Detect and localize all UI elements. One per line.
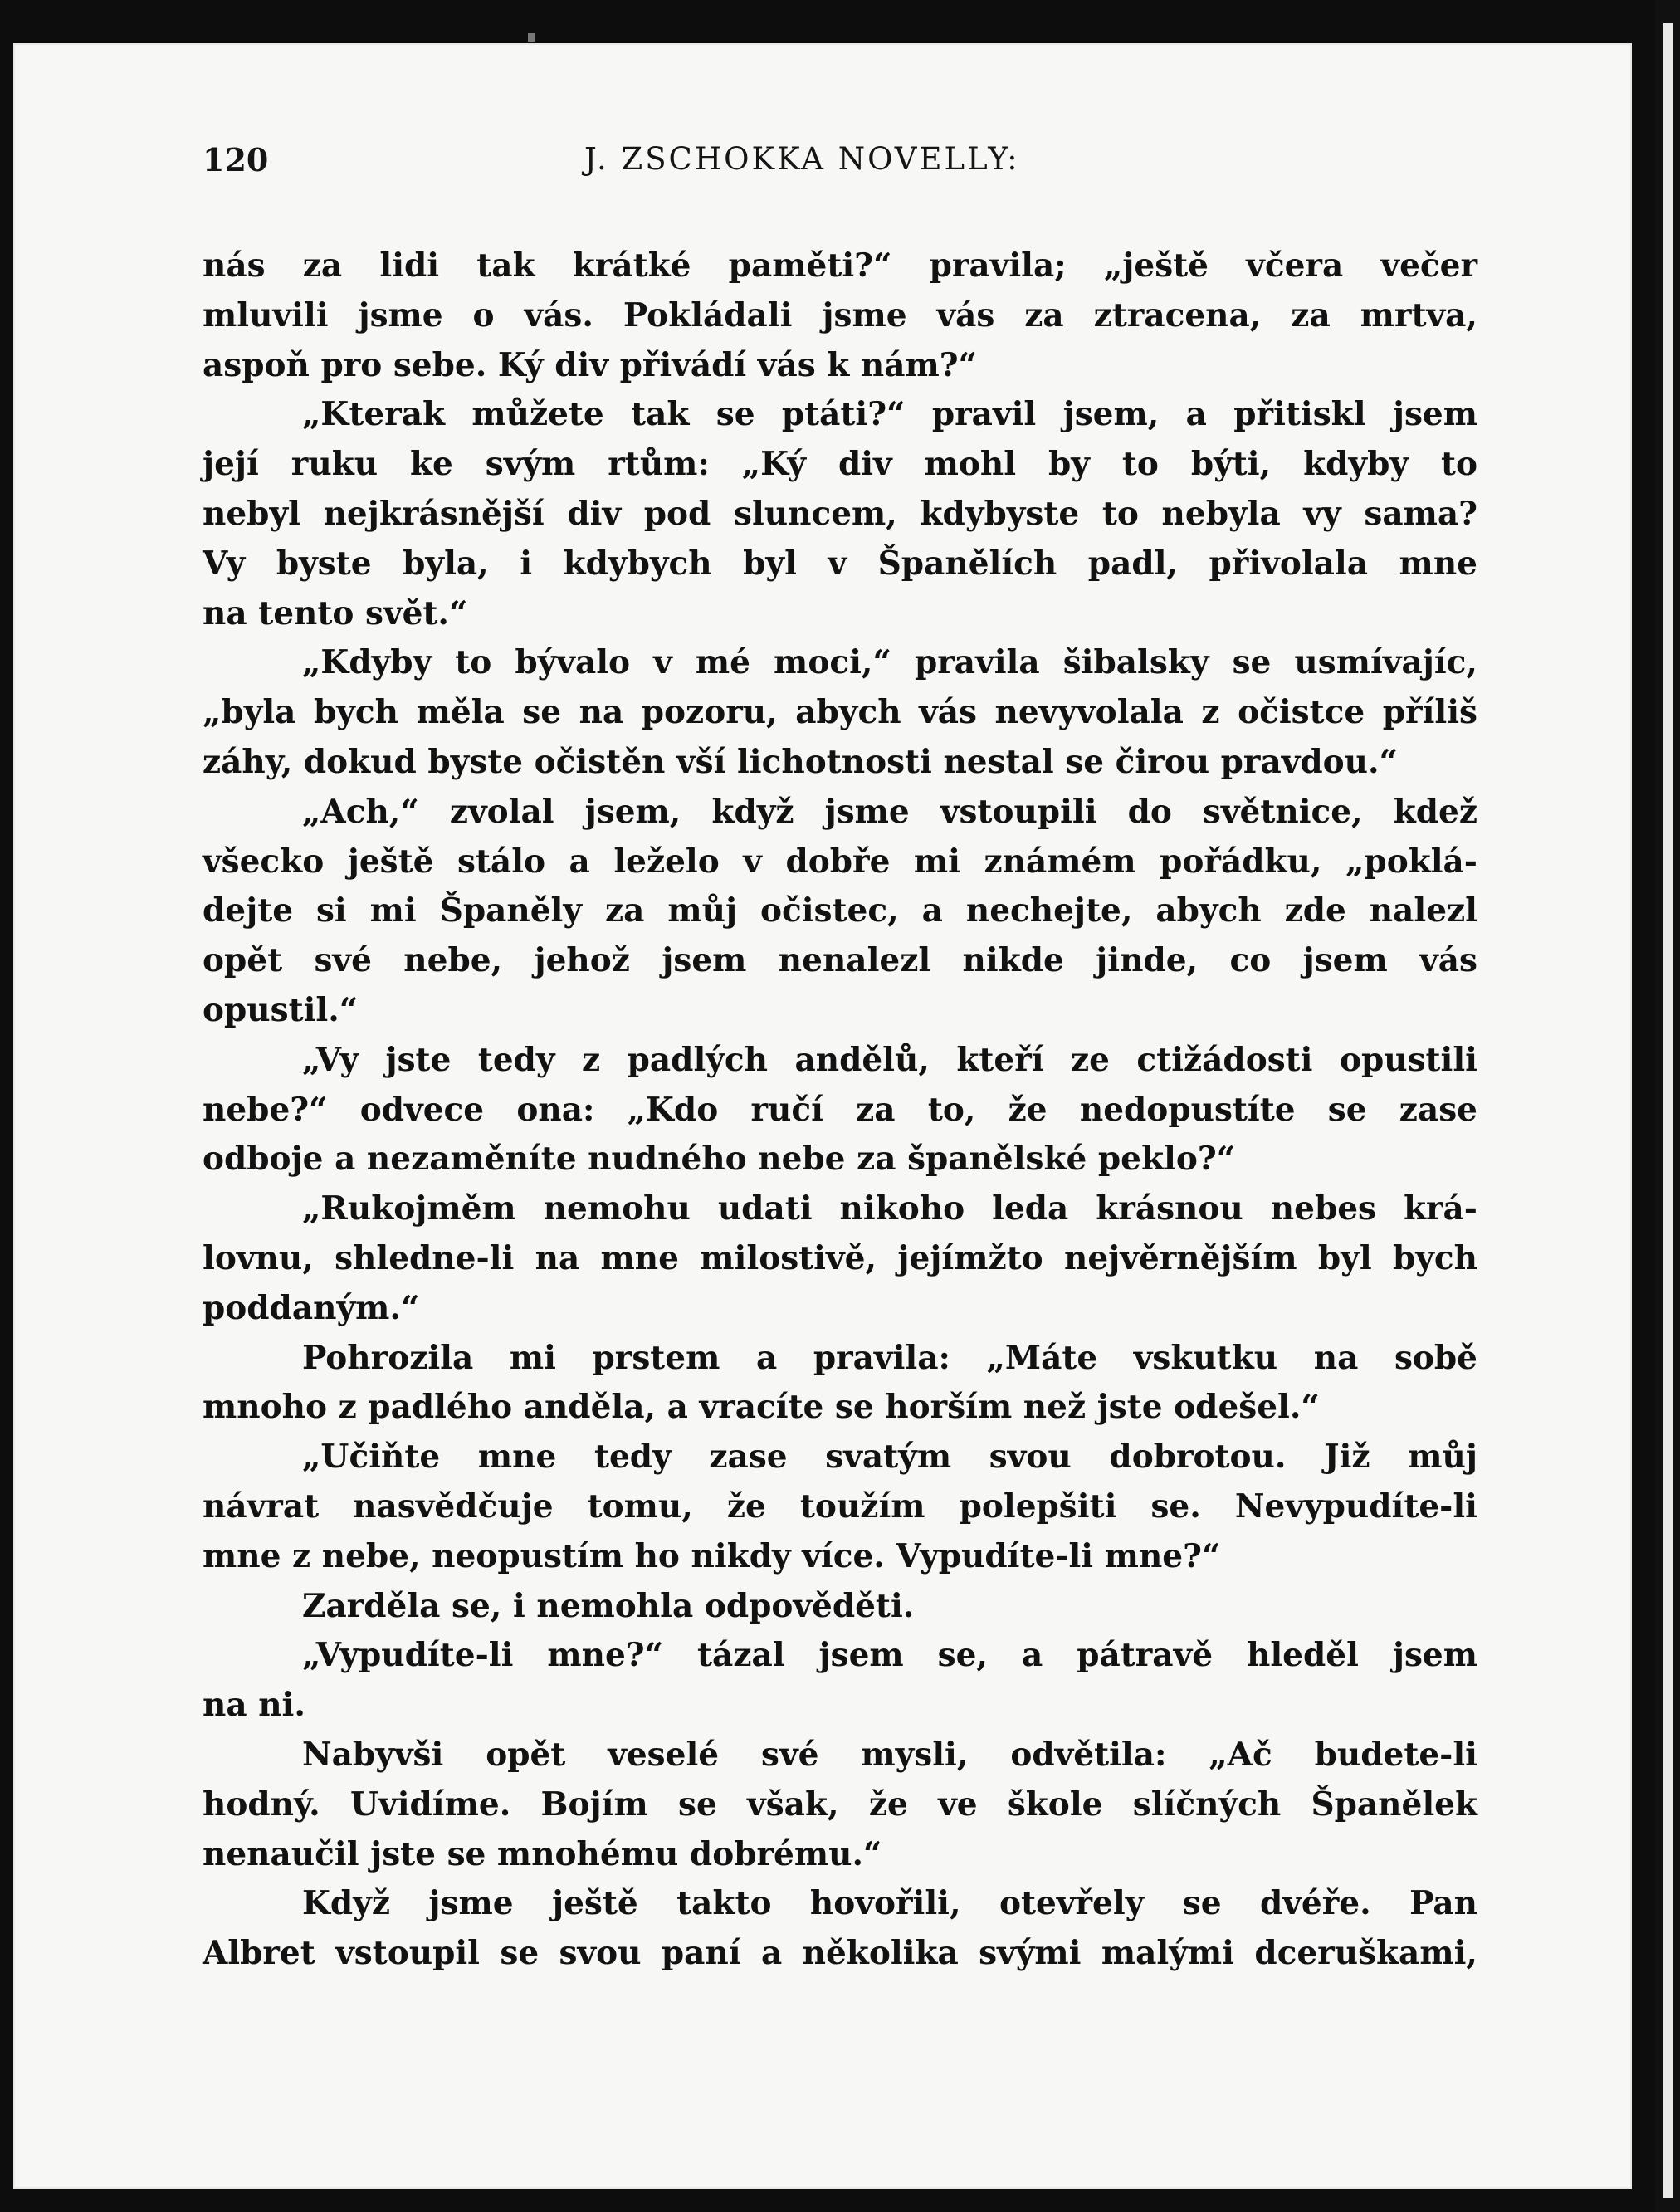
text-line: Nabyvši opět veselé své mysli, odvětila: „Ač budete-li xyxy=(302,1735,1477,1774)
text-line: opustil.“ xyxy=(203,990,359,1029)
text-line: aspoň pro sebe. Ký div přivádí vás k nám?“ xyxy=(203,345,978,384)
body-text xyxy=(203,242,1477,1979)
page-header xyxy=(203,141,1477,191)
text-line: opět své nebe, jehož jsem nenalezl nikde jinde, co jsem vás xyxy=(203,941,1477,980)
text-line: hodný. Uvidíme. Bojím se však, že ve škole slíčných Španělek xyxy=(203,1785,1477,1824)
text-line: záhy, dokud byste očistěn vší lichotnosti nestal se čirou pravdou.“ xyxy=(203,742,1399,781)
text-line: „Kdyby to bývalo v mé moci,“ pravila šibalsky se usmívajíc, xyxy=(302,643,1477,682)
adjacent-page-edge xyxy=(1655,0,1680,2212)
text-line: Když jsme ještě takto hovořili, otevřely se dvéře. Pan xyxy=(302,1884,1477,1923)
text-line: „Učiňte mne tedy zase svatým svou dobrotou. Již můj xyxy=(302,1438,1477,1477)
text-line: „Kterak můžete tak se ptáti?“ pravil jsem, a přitiskl jsem xyxy=(302,395,1477,434)
scan-speck xyxy=(528,33,535,42)
text-line: „byla bych měla se na pozoru, abych vás nevyvolala z očistce příliš xyxy=(203,693,1477,732)
text-line: nás za lidi tak krátké paměti?“ pravila; „ještě včera večer xyxy=(203,247,1477,285)
text-line: návrat nasvědčuje tomu, že toužím polepšiti se. Nevypudíte-li xyxy=(203,1487,1477,1526)
page-number: 120 xyxy=(203,141,269,178)
text-line: nebyl nejkrásnější div pod sluncem, kdybyste to nebyla vy sama? xyxy=(203,494,1477,533)
text-line: „Vypudíte-li mne?“ tázal jsem se, a pátravě hleděl jsem xyxy=(302,1636,1477,1675)
text-line: „Vy jste tedy z padlých andělů, kteří ze ctižádosti opustili xyxy=(302,1040,1477,1079)
running-title: J. ZSCHOKKA NOVELLY: xyxy=(584,141,1020,177)
text-line: mne z nebe, neopustím ho nikdy více. Vypudíte-li mne?“ xyxy=(203,1536,1221,1575)
text-line: na ni. xyxy=(203,1686,305,1725)
text-line: dejte si mi Španěly za můj očistec, a nechejte, abych zde nalezl xyxy=(203,891,1477,930)
text-line: všecko ještě stálo a leželo v dobře mi známém pořádku, „poklá- xyxy=(203,842,1477,881)
text-line: poddaným.“ xyxy=(203,1288,420,1327)
text-line: Zarděla se, i nemohla odpověděti. xyxy=(302,1586,915,1625)
text-line: „Rukojměm nemohu udati nikoho leda krásnou nebes krá- xyxy=(302,1189,1477,1228)
text-line: „Ach,“ zvolal jsem, když jsme vstoupili do světnice, kdež xyxy=(302,792,1477,831)
text-line: Albret vstoupil se svou paní a několika svými malými dceruškami, xyxy=(203,1934,1477,1973)
text-line: Pohrozila mi prstem a pravila: „Máte vskutku na sobě xyxy=(302,1338,1477,1377)
text-line: mluvili jsme o vás. Pokládali jsme vás za ztracena, za mrtva, xyxy=(203,295,1477,334)
text-line: Vy byste byla, i kdybych byl v Španělích padl, přivolala mne xyxy=(203,544,1477,583)
text-line: nenaučil jste se mnohému dobrému.“ xyxy=(203,1834,882,1873)
text-line: mnoho z padlého anděla, a vracíte se horším než jste odešel.“ xyxy=(203,1388,1320,1427)
text-line: nebe?“ odvece ona: „Kdo ručí za to, že nedopustíte se zase xyxy=(203,1090,1477,1129)
text-line: lovnu, shledne-li na mne milostivě, jejímžto nejvěrnějším byl bych xyxy=(203,1238,1477,1277)
text-line: její ruku ke svým rtům: „Ký div mohl by to býti, kdyby to xyxy=(203,445,1477,484)
adjacent-page-strip xyxy=(1663,23,1673,2198)
text-line: odboje a nezaměníte nudného nebe za španělské peklo?“ xyxy=(203,1140,1236,1179)
text-line: na tento svět.“ xyxy=(203,593,468,632)
